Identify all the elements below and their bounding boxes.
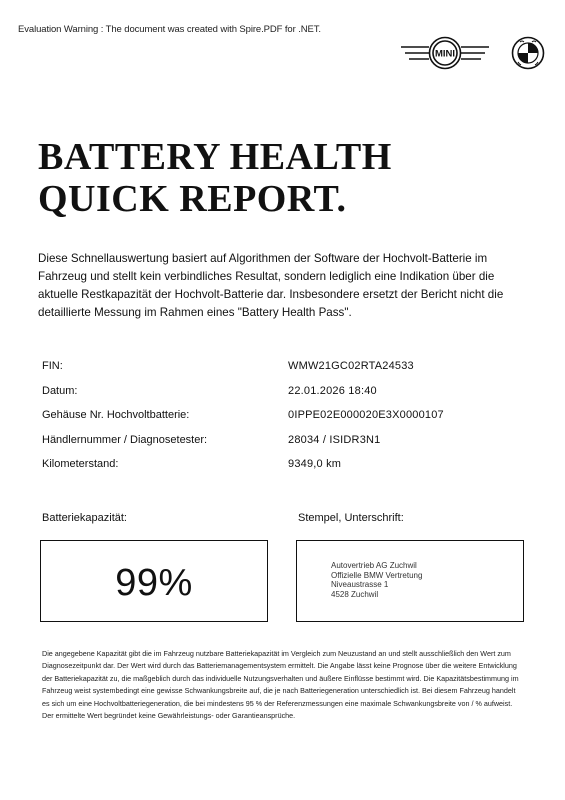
field-label: Datum:: [42, 384, 78, 397]
field-label: Kilometerstand:: [42, 458, 119, 470]
stamp-line: Autovertrieb AG Zuchwil: [331, 561, 417, 570]
dealer-stamp: [331, 561, 422, 599]
field-label: Händlernummer / Diagnosetester:: [42, 433, 208, 446]
field-value: 9349,0 km: [288, 458, 342, 470]
evaluation-warning: Evaluation Warning : The document was created with Spire.PDF for .NET.: [18, 24, 321, 35]
stamp-box: [296, 540, 524, 622]
report-title: [38, 136, 392, 220]
disclaimer-footnote: Die angegebene Kapazität gibt die im Fahrzeug nutzbare Batteriekapazität im Vergleich zum Neuzustand an und stellt ausschließlich den Wert zum Diagnosezeitpunkt dar. Der Wert wird durch das Batteriemanagementsystem ermittelt. Die Angabe lässt keine Prognose über die weitere Entwicklung der Batteriekapazität zu, die maßgeblich durch das individuelle Nutzungsverhalten und äußere Einflüsse bestimmt wird. Die Kapazitätsbestimmung im Fahrzeug weist systembedingt eine gewisse Schwankungsbreite auf, die je nach Batteriegeneration unterschiedlich ist. Bei diesem Fahrzeug handelt es sich um eine Hochvoltbatteriegeneration, die bei mindestens 95 % der Referenzmessungen eine maximale Schwankungsbreite von / % aufweist. Der ermittelte Wert begründet keine Gewährleistungs- oder Garantieansprüche.: [42, 649, 519, 721]
stamp-signature-label: Stempel, Unterschrift:: [298, 512, 404, 524]
stamp-line: Niveaustrasse 1: [331, 580, 389, 589]
mini-logo-text: MINI: [434, 48, 456, 60]
field-row-date: [42, 385, 522, 410]
field-row-dealer-tester: [42, 434, 522, 459]
field-value: 28034 / ISIDR3N1: [288, 433, 381, 446]
field-row-fin: [42, 360, 522, 385]
report-title-line-2: QUICK REPORT.: [38, 178, 347, 220]
report-title-line-1: BATTERY HEALTH: [38, 136, 392, 178]
battery-capacity-box: [40, 540, 268, 622]
bmw-roundel-icon: [511, 36, 545, 70]
field-row-battery-housing-number: [42, 409, 522, 434]
mini-logo-icon: [399, 36, 491, 70]
battery-capacity-label: Batteriekapazität:: [42, 512, 127, 524]
stamp-line: Offizielle BMW Vertretung: [331, 570, 423, 580]
field-value: 0IPPE02E000020E3X0000107: [288, 409, 444, 421]
field-value: WMW21GC02RTA24533: [288, 360, 414, 372]
field-value: 22.01.2026 18:40: [288, 384, 377, 397]
battery-capacity-value: 99%: [115, 562, 193, 604]
field-label: Gehäuse Nr. Hochvoltbatterie:: [42, 409, 190, 421]
stamp-line: 4528 Zuchwil: [331, 589, 379, 599]
field-row-mileage: [42, 458, 522, 483]
intro-paragraph: Diese Schnellauswertung basiert auf Algorithmen der Software der Hochvolt-Batterie im Fahrzeug und stellt kein verbindliches Resultat, sondern lediglich eine Indikation über die aktuelle Restkapazität der Hochvolt-Batterie dar. Insbesondere ersetzt der Bericht nicht die detaillierte Messung im Rahmen eines "Battery Health Pass".: [38, 252, 504, 319]
field-label: FIN:: [42, 360, 63, 372]
brand-logos: [399, 36, 545, 70]
vehicle-info-fields: [42, 360, 522, 483]
